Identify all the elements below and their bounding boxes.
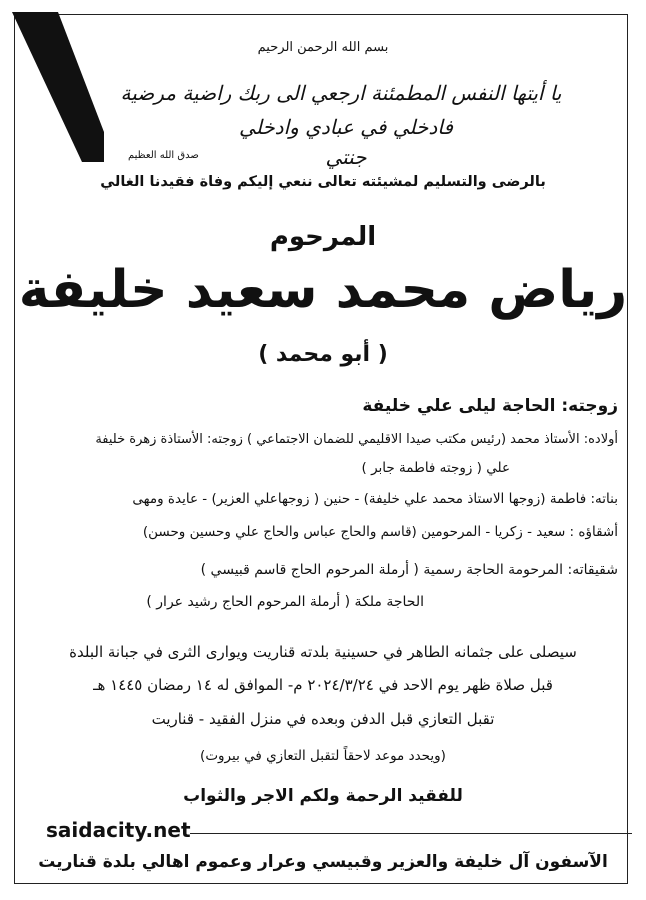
quran-verse-line1: يا أيتها النفس المطمئنة ارجعي الى ربك راضية مرضية [120, 81, 562, 105]
sons-line-2: علي ( زوجته فاطمة جابر ) [361, 460, 510, 476]
quran-verse-line2: فادخلي في عبادي وادخلي جنتي [239, 115, 453, 169]
divider [190, 833, 632, 834]
brothers-line: أشقاؤه : سعيد - زكريا - المرحومين (قاسم والحاج عباس والحاج علي وحسين وحسن) [142, 524, 618, 540]
closing-text: للفقيد الرحمة ولكم الاجر والثواب [183, 786, 463, 806]
deceased-name: رياض محمد سعيد خليفة [18, 260, 628, 320]
deceased-title: المرحوم [269, 222, 377, 252]
watermark-site: saidacity.net [46, 818, 191, 842]
funeral-line-2: قبل صلاة ظهر يوم الاحد في ٢٠٢٤/٣/٢٤ م- الموافق له ١٤ رمضان ١٤٤٥ هـ [93, 676, 553, 694]
sadaqa-text: صدق الله العظيم [128, 150, 199, 161]
funeral-line-1: سيصلى على جثمانه الطاهر في حسينية بلدته قناريت ويوارى الثرى في جبانة البلدة [69, 643, 577, 661]
sisters-line-1: شقيقاته: المرحومة الحاجة رسمية ( أرملة المرحوم الحاج قاسم قبيسي ) [200, 562, 618, 578]
basmala: بسم الله الرحمن الرحيم [257, 40, 389, 55]
mourners-line: الآسفون آل خليفة والعزير وقبيسي وعرار وعموم اهالي بلدة قناريت [38, 852, 608, 872]
announcement: بالرضى والتسليم لمشيئته تعالى ننعي إليكم وفاة فقيدنا الغالي [100, 174, 546, 190]
wife-line: زوجته: الحاجة ليلى علي خليفة [362, 396, 618, 416]
sons-line-1: أولاده: الأستاذ محمد (رئيس مكتب صيدا الاقليمي للضمان الاجتماعي ) زوجته: الأستاذة زهرة خليفة [95, 432, 618, 447]
funeral-line-3: تقبل التعازي قبل الدفن وبعده في منزل الفقيد - قناريت [151, 710, 495, 728]
sisters-line-2: الحاجة ملكة ( أرملة المرحوم الحاج رشيد عرار ) [146, 594, 424, 610]
funeral-line-4: (ويحدد موعد لاحقاً لتقبل التعازي في بيروت) [200, 748, 446, 764]
mourning-ribbon-icon [12, 12, 104, 162]
deceased-kunya: ( أبو محمد ) [258, 342, 388, 367]
daughters-line: بناته: فاطمة (زوجها الاستاذ محمد علي خليفة) - حنين ( زوجهاعلي العزير) - عايدة ومهى [132, 491, 618, 507]
